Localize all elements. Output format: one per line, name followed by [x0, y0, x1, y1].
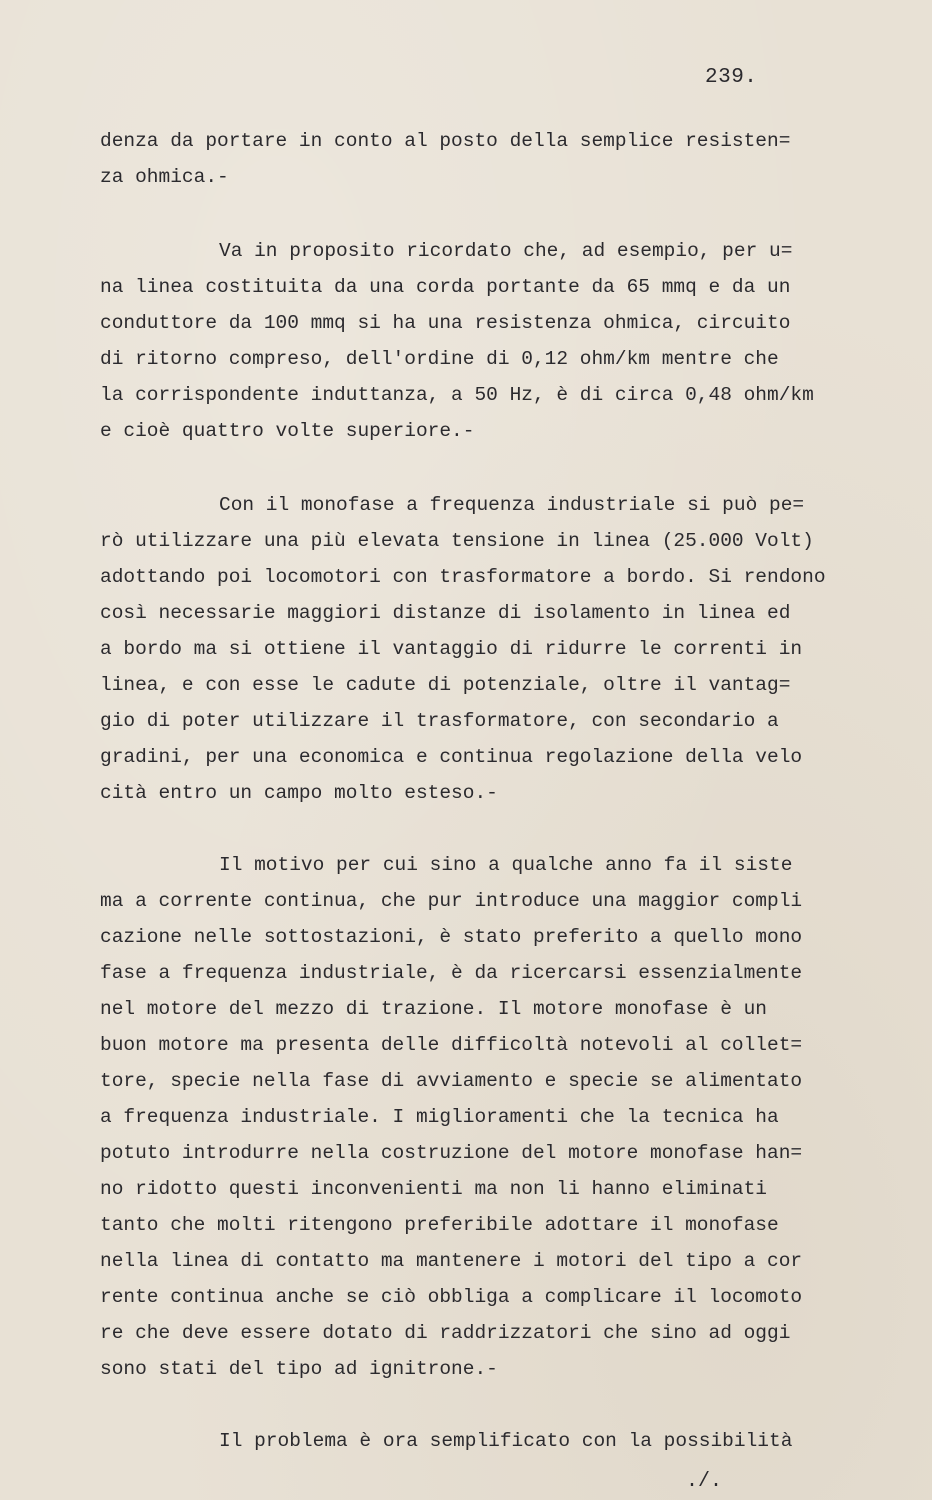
- text-line: denza da portare in conto al posto della semplice resisten=: [100, 130, 791, 152]
- text-line: linea, e con esse le cadute di potenziale, oltre il vantag=: [100, 674, 791, 696]
- text-line: adottando poi locomotori con trasformatore a bordo. Si rendono: [100, 566, 826, 588]
- text-line: Va in proposito ricordato che, ad esempio, per u=: [219, 240, 793, 262]
- page-number: 239.: [705, 66, 758, 89]
- text-line: la corrispondente induttanza, a 50 Hz, è di circa 0,48 ohm/km: [100, 384, 814, 406]
- text-line: Il motivo per cui sino a qualche anno fa il siste: [219, 854, 793, 876]
- text-line: cazione nelle sottostazioni, è stato preferito a quello mono: [100, 926, 803, 948]
- text-line: Il problema è ora semplificato con la possibilità: [219, 1430, 793, 1452]
- text-line: tore, specie nella fase di avviamento e specie se alimentato: [100, 1070, 803, 1092]
- text-line: buon motore ma presenta delle difficoltà notevoli al collet=: [100, 1034, 803, 1056]
- text-line: na linea costituita da una corda portante da 65 mmq e da un: [100, 276, 791, 298]
- continuation-mark: ./.: [686, 1470, 723, 1493]
- text-line: a bordo ma si ottiene il vantaggio di ridurre le correnti in: [100, 638, 803, 660]
- text-line: re che deve essere dotato di raddrizzatori che sino ad oggi: [100, 1322, 791, 1344]
- text-line: rente continua anche se ciò obbliga a complicare il locomoto: [100, 1286, 803, 1308]
- text-line: rò utilizzare una più elevata tensione in linea (25.000 Volt): [100, 530, 814, 552]
- text-line: di ritorno compreso, dell'ordine di 0,12 ohm/km mentre che: [100, 348, 779, 370]
- text-line: ma a corrente continua, che pur introduce una maggior compli: [100, 890, 803, 912]
- text-line: cità entro un campo molto esteso.-: [100, 782, 498, 804]
- text-line: e cioè quattro volte superiore.-: [100, 420, 475, 442]
- text-line: nella linea di contatto ma mantenere i motori del tipo a cor: [100, 1250, 803, 1272]
- text-line: gio di poter utilizzare il trasformatore, con secondario a: [100, 710, 779, 732]
- text-line: potuto introdurre nella costruzione del motore monofase han=: [100, 1142, 803, 1164]
- text-line: conduttore da 100 mmq si ha una resistenza ohmica, circuito: [100, 312, 791, 334]
- text-line: così necessarie maggiori distanze di isolamento in linea ed: [100, 602, 791, 624]
- text-line: tanto che molti ritengono preferibile adottare il monofase: [100, 1214, 779, 1236]
- text-line: no ridotto questi inconvenienti ma non li hanno eliminati: [100, 1178, 768, 1200]
- text-line: nel motore del mezzo di trazione. Il motore monofase è un: [100, 998, 768, 1020]
- text-line: Con il monofase a frequenza industriale si può pe=: [219, 494, 805, 516]
- text-line: za ohmica.-: [100, 166, 229, 188]
- text-line: fase a frequenza industriale, è da ricercarsi essenzialmente: [100, 962, 803, 984]
- text-line: gradini, per una economica e continua regolazione della velo: [100, 746, 803, 768]
- text-line: sono stati del tipo ad ignitrone.-: [100, 1358, 498, 1380]
- text-line: a frequenza industriale. I miglioramenti che la tecnica ha: [100, 1106, 779, 1128]
